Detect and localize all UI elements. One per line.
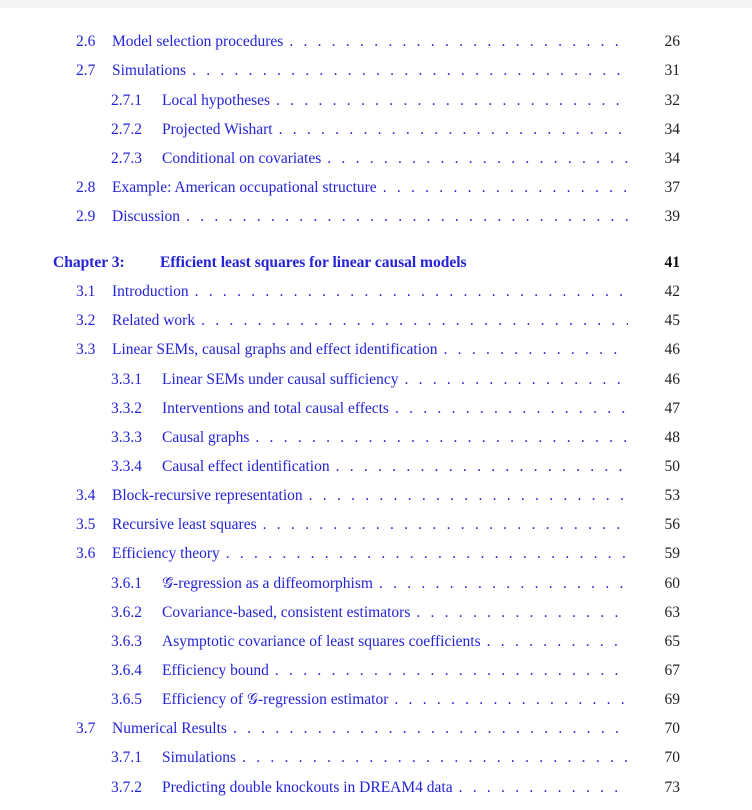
toc-entry-2-6[interactable] (76, 31, 680, 53)
leader-dots (242, 747, 628, 769)
toc-number: 3.7.1 (111, 749, 142, 766)
toc-entry-3-1[interactable] (76, 281, 680, 303)
leader-dots (383, 177, 628, 199)
toc-number: 2.6 (76, 33, 96, 50)
toc-number: 3.3.1 (111, 371, 142, 388)
toc-title: Causal effect identification (162, 458, 330, 475)
toc-entry-2-7[interactable] (76, 60, 680, 82)
toc-title: Recursive least squares (112, 516, 257, 533)
chapter-title: Efficient least squares for linear causal models (160, 254, 467, 271)
toc-title: Causal graphs (162, 429, 250, 446)
toc-title: Covariance-based, consistent estimators (162, 604, 411, 621)
toc-number: 2.9 (76, 208, 96, 225)
leader-dots (289, 31, 628, 53)
toc-number: 3.6.2 (111, 604, 142, 621)
toc-entry-3-3[interactable] (76, 339, 680, 361)
leader-dots (336, 456, 628, 478)
toc-page: 53 (664, 487, 680, 504)
leader-dots (487, 631, 628, 653)
toc-page: 50 (664, 458, 680, 475)
leader-dots (255, 427, 628, 449)
toc-page: 69 (664, 691, 680, 708)
leader-dots (195, 281, 628, 303)
toc-number: 3.6.3 (111, 633, 142, 650)
toc-number: 3.6.4 (111, 662, 142, 679)
toc-title: Conditional on covariates (162, 150, 322, 167)
toc-page: 31 (664, 62, 680, 79)
toc-title: Local hypotheses (162, 92, 271, 109)
toc-number: 2.7.2 (111, 121, 142, 138)
toc-page: 46 (664, 341, 680, 358)
toc-page: 39 (664, 208, 680, 225)
toc-title: Linear SEMs under causal sufficiency (162, 371, 399, 388)
toc-title: Related work (112, 312, 196, 329)
toc-entry-2-7-2[interactable] (111, 119, 680, 141)
toc-page: 73 (664, 779, 680, 796)
toc-number: 3.3 (76, 341, 96, 358)
toc-entry-3-3-4[interactable] (111, 456, 680, 478)
toc-number: 2.7.3 (111, 150, 142, 167)
leader-dots (459, 777, 628, 799)
toc-entry-3-3-3[interactable] (111, 427, 680, 449)
toc-page: 48 (664, 429, 680, 446)
toc-entry-3-6-4[interactable] (111, 660, 680, 682)
toc-number: 3.6 (76, 545, 96, 562)
toc-title: Projected Wishart (162, 121, 273, 138)
toc-number: 3.7 (76, 720, 96, 737)
toc-page: 46 (664, 371, 680, 388)
toc-page: 56 (664, 516, 680, 533)
toc-title: Example: American occupational structure (112, 179, 377, 196)
toc-title: Efficiency theory (112, 545, 220, 562)
toc-entry-3-7-1[interactable] (111, 747, 680, 769)
toc-title: 𝒢̃-regression as a diffeomorphism (162, 575, 373, 592)
toc-title: Discussion (112, 208, 181, 225)
leader-dots (233, 718, 628, 740)
toc-title: Interventions and total causal effects (162, 400, 389, 417)
leader-dots (379, 573, 628, 595)
toc-number: 3.5 (76, 516, 96, 533)
toc-title: Numerical Results (112, 720, 227, 737)
toc-entry-3-6[interactable] (76, 543, 680, 565)
toc-number: 3.7.2 (111, 779, 142, 796)
toc-page: 70 (664, 749, 680, 766)
leader-dots (275, 660, 628, 682)
toc-entry-3-6-5[interactable] (111, 689, 680, 711)
toc-title: Introduction (112, 283, 189, 300)
toc-title: Predicting double knockouts in DREAM4 data (162, 779, 453, 796)
leader-dots (444, 339, 628, 361)
toc-page: 34 (664, 150, 680, 167)
leader-dots (263, 514, 628, 536)
leader-dots (309, 485, 628, 507)
toc-chapter-3[interactable] (53, 252, 680, 274)
toc-entry-2-7-1[interactable] (111, 90, 680, 112)
toc-number: 2.7.1 (111, 92, 142, 109)
toc-entry-3-7[interactable] (76, 718, 680, 740)
toc-title: Simulations (112, 62, 187, 79)
toc-number: 3.6.5 (111, 691, 142, 708)
toc-page: 41 (664, 254, 680, 271)
toc-page: 65 (664, 633, 680, 650)
toc-page: 63 (664, 604, 680, 621)
toc-number: 3.3.2 (111, 400, 142, 417)
toc-entry-3-3-2[interactable] (111, 398, 680, 420)
leader-dots (395, 398, 628, 420)
leader-dots (276, 90, 628, 112)
leader-dots (226, 543, 628, 565)
toc-number: 3.1 (76, 283, 96, 300)
toc-entry-3-6-1[interactable] (111, 573, 680, 595)
toc-page: 60 (664, 575, 680, 592)
toc-page: 67 (664, 662, 680, 679)
toc-title: Efficiency of 𝒢-regression estimator (162, 691, 389, 708)
toc-entry-3-6-2[interactable] (111, 602, 680, 624)
toc-page: 59 (664, 545, 680, 562)
toc-title: Efficiency bound (162, 662, 269, 679)
toc-entry-3-3-1[interactable] (111, 369, 680, 391)
leader-dots (327, 148, 628, 170)
toc-number: 2.7 (76, 62, 96, 79)
toc-page: 47 (664, 400, 680, 417)
toc-number: 3.6.1 (111, 575, 142, 592)
toc-page: 26 (664, 33, 680, 50)
toc-entry-2-8[interactable] (76, 177, 680, 199)
leader-dots (279, 119, 628, 141)
toc-title: Simulations (162, 749, 237, 766)
chapter-number: Chapter 3: (53, 254, 125, 271)
toc-entry-3-2[interactable] (76, 310, 680, 332)
toc-page: 32 (664, 92, 680, 109)
toc-entry-3-5[interactable] (76, 514, 680, 536)
toc-number: 3.3.4 (111, 458, 142, 475)
toc-page: 37 (664, 179, 680, 196)
leader-dots (404, 369, 628, 391)
toc-page: 45 (664, 312, 680, 329)
leader-dots (416, 602, 628, 624)
toc-number: 3.2 (76, 312, 96, 329)
leader-dots (192, 60, 628, 82)
toc-title: Asymptotic covariance of least squares coefficients (162, 633, 481, 650)
toc-page: 34 (664, 121, 680, 138)
toc-entry-3-6-3[interactable] (111, 631, 680, 653)
leader-dots (186, 206, 628, 228)
toc-number: 3.3.3 (111, 429, 142, 446)
toc-title: Block-recursive representation (112, 487, 303, 504)
toc-entry-3-7-2[interactable] (111, 777, 680, 799)
toc-number: 2.8 (76, 179, 96, 196)
toc-page: 42 (664, 283, 680, 300)
leader-dots (201, 310, 628, 332)
toc-entry-2-9[interactable] (76, 206, 680, 228)
toc-entry-3-4[interactable] (76, 485, 680, 507)
toc-title: Model selection procedures (112, 33, 284, 50)
toc-title: Linear SEMs, causal graphs and effect identification (112, 341, 438, 358)
leader-dots (394, 689, 628, 711)
toc-entry-2-7-3[interactable] (111, 148, 680, 170)
toc-page: 70 (664, 720, 680, 737)
toc-number: 3.4 (76, 487, 96, 504)
